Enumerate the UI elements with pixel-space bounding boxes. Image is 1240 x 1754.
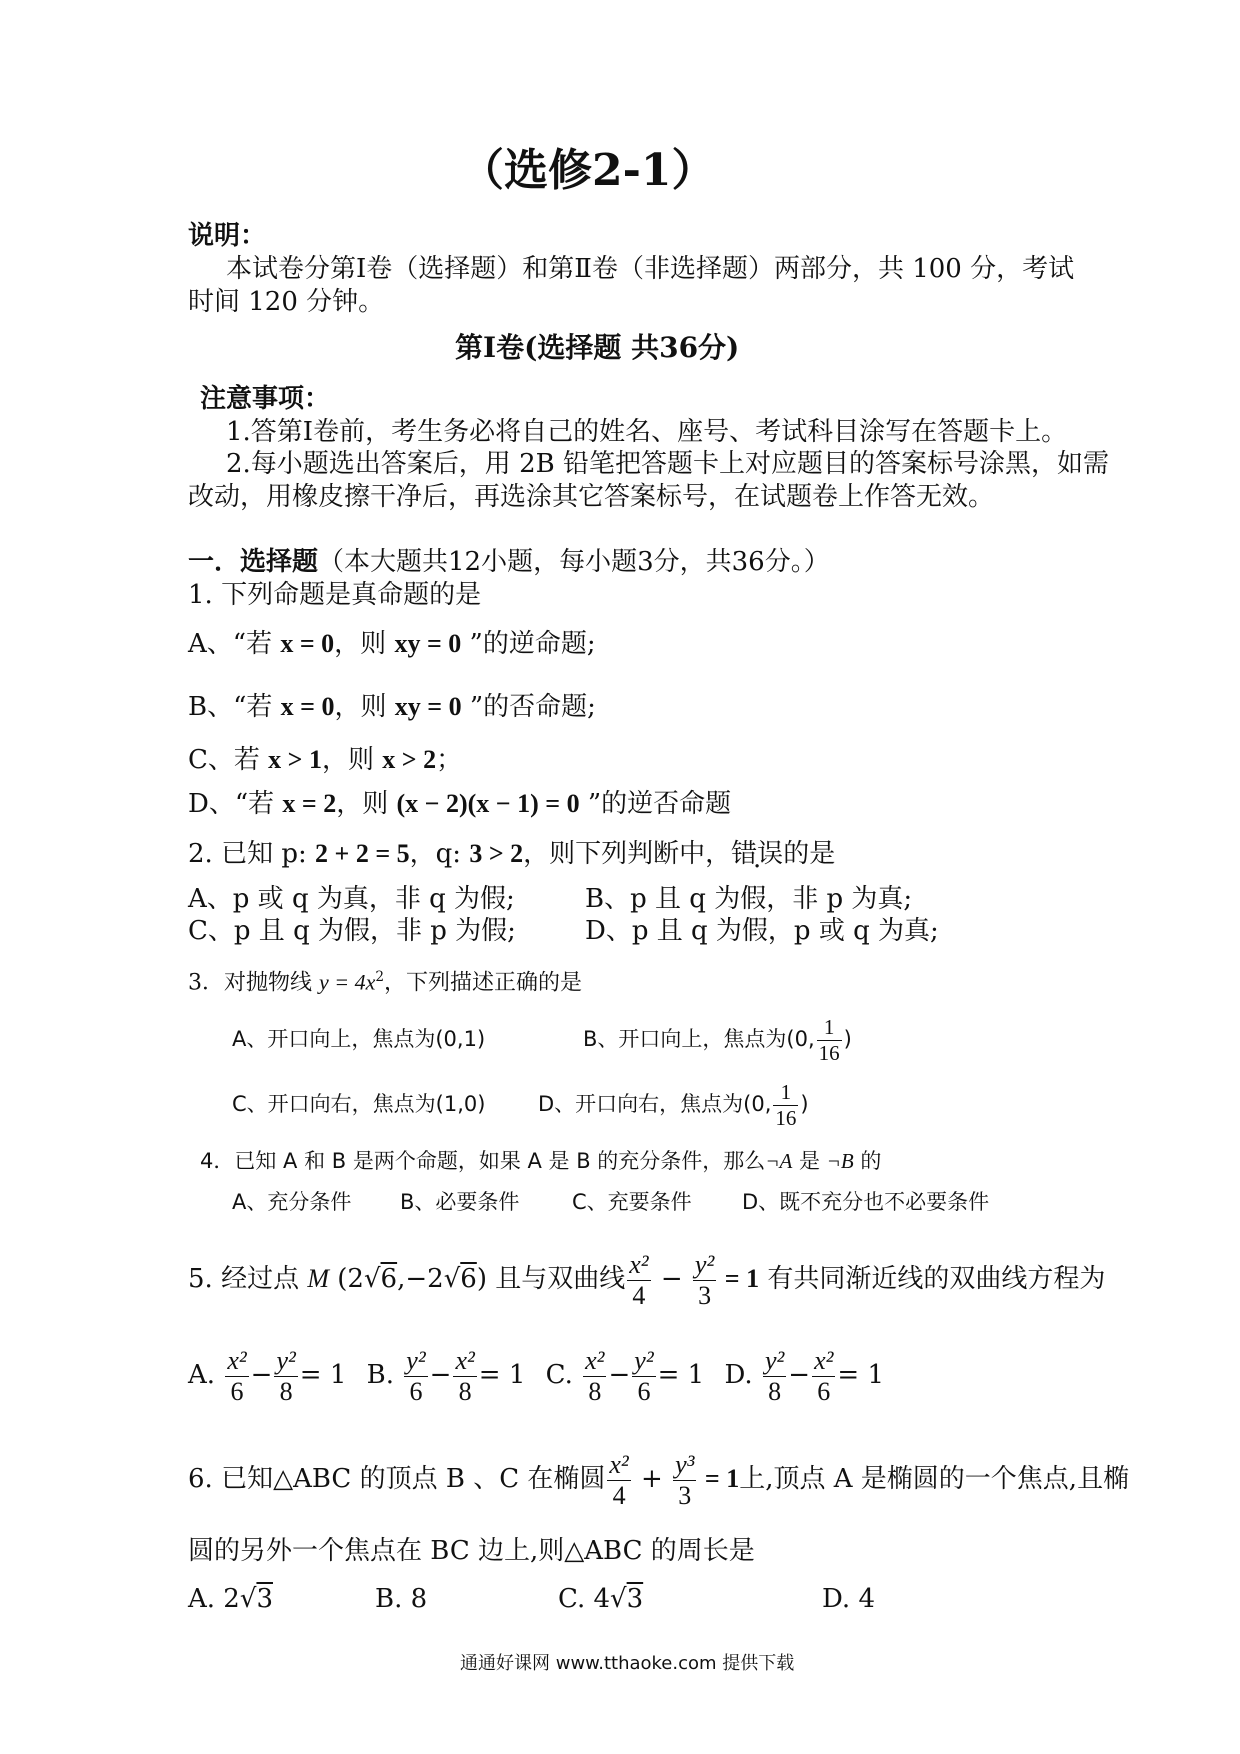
q4-stem-a: 4．已知 A 和 B 是两个命题，如果 A 是 B 的充分条件，那么: [200, 1149, 766, 1173]
q1-a-suffix: ”的逆命题;: [461, 629, 596, 659]
q1-d-expr: (x − 2)(x − 1) = 0: [396, 789, 580, 818]
q1-option-a: [188, 628, 596, 660]
notes-text-line1: 本试卷分第Ⅰ卷（选择题）和第Ⅱ卷（非选择题）两部分，共 100 分，考试: [226, 254, 1075, 284]
q3-b-num: 1: [817, 1017, 842, 1041]
q3-option-b: [583, 1012, 852, 1066]
q5-b-label: B.: [366, 1360, 395, 1390]
q1-b-eq2: = 0: [420, 692, 462, 721]
q6-frac-1: $\frac{\text{x²}}{4}$: [609, 1449, 629, 1510]
q5-d-label: D.: [724, 1360, 753, 1390]
q2-option-a: A、p 或 q 为真，非 q 为假;: [188, 884, 515, 914]
notes-label: 说明：: [188, 221, 267, 251]
q2-p-expr: 2 + 2 = 5: [315, 839, 410, 868]
attention-item-2-line2: 改动，用橡皮擦干净后，再选涂其它答案标号，在试题卷上作答无效。: [188, 482, 995, 512]
q3-stem-a: 3．对抛物线: [188, 970, 319, 996]
q1-option-b: [188, 691, 596, 723]
q5-stem: [188, 1247, 1105, 1311]
q5-d-frac1: $\frac{\text{y²}}{8}$: [764, 1345, 785, 1406]
q5-f2-num: y²: [694, 1249, 715, 1279]
q1-a-mid: ，则: [334, 629, 395, 659]
attention-item-1: 1.答第Ⅰ卷前，考生务必将自己的姓名、座号、考试科目涂写在答题卡上。: [226, 417, 1068, 447]
q1-c-var: x: [268, 745, 282, 774]
q1-b-eq1: = 0: [293, 692, 335, 721]
section1-heading: [188, 546, 830, 578]
q5-options: A. $\frac{\text{x²}}{6}$ − $\frac{\text{y²}}{8}$ = 1 B. $\frac{\text{y²}}{6}$ − $\frac{\text{x²}}{8}$ = 1 C. $\frac{\text{x²}}{8}$ − $\frac{\text{y²}}{6}$ = 1 D. $\frac{\text{y²}}{8}$ − $\frac{\text{x²}}{6}$ = 1: [188, 1345, 885, 1406]
q5-sqrt-2: √6: [443, 1264, 477, 1294]
q1-b-var: x: [280, 692, 294, 721]
q5-point-a: (2: [329, 1264, 364, 1294]
attention-label: 注意事项：: [200, 384, 331, 414]
q5-minus: −: [652, 1264, 691, 1294]
q2-emphasis-word: 错误: [731, 839, 784, 869]
q2-stem-a: 2. 已知 p:: [188, 839, 316, 869]
q1-c-suffix: ；: [436, 745, 463, 775]
q1-a-var2: xy: [394, 629, 421, 658]
q5-c-label: C.: [545, 1360, 573, 1390]
q1-c-eq1: > 1: [281, 745, 322, 774]
q5-a-label: A.: [188, 1360, 216, 1390]
q5-point-b: ,−2: [397, 1264, 444, 1294]
q5-a-frac1: $\frac{\text{x²}}{6}$: [227, 1345, 247, 1406]
q5-b-frac2: $\frac{\text{x²}}{8}$: [455, 1345, 475, 1406]
q5-f1-den: 4: [632, 1280, 646, 1310]
q3-b-text: B、开口向上，焦点为(0,: [583, 1027, 815, 1051]
q2-option-b: B、p 且 q 为假，非 p 为真;: [585, 884, 913, 914]
q6-option-d: D. 4: [822, 1584, 875, 1614]
q5-d-eq: = 1: [837, 1360, 885, 1390]
page-title: （选修2-1）: [460, 145, 716, 196]
q6-c-pre: C. 4: [558, 1584, 611, 1614]
q5-frac-2: [693, 1249, 716, 1310]
q6-option-c: [558, 1583, 643, 1615]
q6-stem-b: 上,顶点 A 是椭圆的一个焦点,且椭: [739, 1464, 1130, 1494]
section1-desc: （本大题共12小题，每小题3分，共36分。）: [318, 547, 830, 577]
q5-f2-den: 3: [698, 1280, 712, 1310]
q2-option-c: C、p 且 q 为假，非 p 为假;: [188, 916, 516, 946]
q6-eq: = 1: [698, 1464, 740, 1493]
q4-option-b: B、必要条件: [400, 1190, 520, 1214]
q5-frac-1: [627, 1249, 650, 1310]
q1-c-prefix: C、若: [188, 745, 269, 775]
q3-option-d: [538, 1077, 809, 1131]
q4-option-a: A、充分条件: [232, 1190, 352, 1214]
q1-d-eq1: = 2: [295, 789, 337, 818]
q1-d-prefix: D、“若: [188, 789, 283, 819]
q5-stem-c: 有共同渐近线的双曲线方程为: [759, 1264, 1106, 1294]
q3-b-den: 16: [818, 1040, 840, 1065]
q3-d-text: D、开口向右，焦点为(0,: [538, 1092, 772, 1116]
q1-d-suffix: ”的逆否命题: [579, 789, 732, 819]
q3-d-fraction: [773, 1079, 798, 1130]
q1-a-eq1: = 0: [293, 629, 335, 658]
q2-option-d: D、p 且 q 为假，p 或 q 为真;: [585, 916, 939, 946]
page-footer: 通通好课网 www.tthaoke.com 提供下载: [460, 1653, 795, 1674]
q6-option-b: B. 8: [375, 1584, 428, 1614]
q1-option-d: [188, 788, 731, 820]
q1-c-var2: x: [382, 745, 396, 774]
q5-c-eq: = 1: [657, 1360, 705, 1390]
q6-stem-line2: 圆的另外一个焦点在 BC 边上,则△ABC 的周长是: [188, 1536, 755, 1566]
q5-point-m: M: [307, 1264, 330, 1293]
q4-stem: [200, 1145, 881, 1177]
q5-f1-num: x²: [629, 1249, 649, 1279]
q3-b-end: ): [843, 1027, 852, 1051]
q1-c-mid: ，则: [322, 745, 383, 775]
q4-not-a: ¬A: [765, 1149, 793, 1173]
q5-c-frac1: $\frac{\text{x²}}{8}$: [585, 1345, 605, 1406]
section1-label: 一．选择题: [188, 547, 319, 577]
q1-b-var2: xy: [394, 692, 421, 721]
q1-option-c: [188, 744, 462, 776]
q5-sqrt-1: √6: [363, 1264, 398, 1294]
q5-d-frac2: $\frac{\text{x²}}{6}$: [814, 1345, 834, 1406]
q1-stem: 1. 下列命题是真命题的是: [188, 580, 482, 610]
q6-frac-2: $\frac{\text{y³}}{3}$: [675, 1449, 695, 1510]
q3-b-fraction: [817, 1014, 842, 1065]
q6-stem-line1: [188, 1447, 1129, 1511]
q4-option-d: D、既不充分也不必要条件: [742, 1190, 990, 1214]
q3-d-end: ): [800, 1092, 809, 1116]
q2-q-expr: 3 > 2: [469, 839, 524, 868]
q3-option-c: C、开口向右，焦点为(1,0): [232, 1092, 486, 1116]
q5-b-frac1: $\frac{\text{y²}}{6}$: [406, 1345, 426, 1406]
q4-stem-b: 的: [853, 1149, 882, 1173]
q3-stem-b: ，下列描述正确的是: [384, 970, 583, 996]
q5-a-eq: = 1: [299, 1360, 347, 1390]
q2-stem-c: ，则下列判断中，: [523, 839, 732, 869]
q3-parabola: y = 4x: [319, 969, 376, 995]
q5-point-c: ): [476, 1264, 487, 1294]
q5-stem-b: 且与双曲线: [486, 1264, 626, 1294]
q6-plus: +: [632, 1464, 672, 1494]
q1-a-var: x: [280, 629, 294, 658]
q6-stem-a: 6. 已知△ABC 的顶点 B 、C 在椭圆: [188, 1464, 606, 1494]
part1-heading: 第Ⅰ卷(选择题 共36分): [455, 331, 740, 364]
q5-a-frac2: $\frac{\text{y²}}{8}$: [276, 1345, 296, 1406]
q4-not-b: ¬B: [826, 1149, 854, 1173]
q4-mid: 是: [792, 1149, 827, 1173]
q1-b-prefix: B、“若: [188, 692, 281, 722]
q1-a-prefix: A、“若: [188, 629, 281, 659]
q6-option-a: [188, 1583, 273, 1615]
attention-item-2-line1: 2.每小题选出答案后，用 2B 铅笔把答题卡上对应题目的答案标号涂黑，如需: [226, 449, 1109, 479]
q5-b-eq: = 1: [478, 1360, 526, 1390]
q2-stem-d: 的是: [783, 839, 836, 869]
q6-a-pre: A. 2: [188, 1584, 240, 1614]
q1-d-mid: ，则: [336, 789, 397, 819]
q5-c-frac2: $\frac{\text{y²}}{6}$: [634, 1345, 654, 1406]
q1-d-var: x: [282, 789, 296, 818]
q1-b-suffix: ”的否命题;: [461, 692, 596, 722]
notes-text-line2: 时间 120 分钟。: [188, 287, 385, 317]
q3-option-a: A、开口向上，焦点为(0,1): [232, 1027, 486, 1051]
q6-c-sqrt: √3: [610, 1584, 644, 1614]
q1-c-eq2: > 2: [395, 745, 437, 774]
q5-stem-a: 5. 经过点: [188, 1264, 308, 1294]
q3-d-den: 16: [775, 1105, 797, 1130]
q3-d-num: 1: [773, 1082, 798, 1106]
q2-stem-b: ，q:: [409, 839, 470, 869]
q6-a-sqrt: √3: [239, 1584, 273, 1614]
q1-b-mid: ，则: [334, 692, 395, 722]
q3-stem: [188, 961, 582, 999]
q3-exponent: 2: [375, 969, 385, 985]
q4-option-c: C、充要条件: [572, 1190, 692, 1214]
q2-stem: [188, 838, 835, 870]
q5-eq: = 1: [718, 1264, 760, 1293]
q1-a-eq2: = 0: [420, 629, 462, 658]
